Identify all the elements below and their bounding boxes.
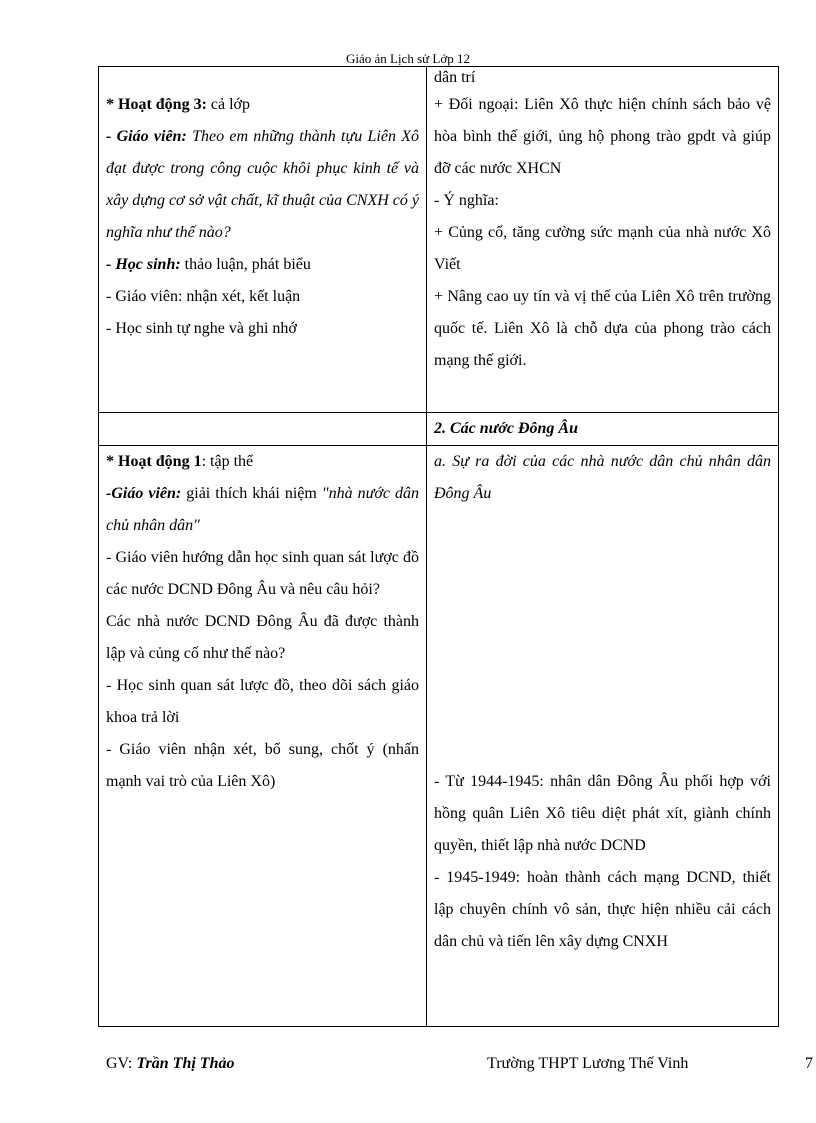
left-cell-empty [99,413,427,446]
subheading: a. Sự ra đời của các nhà nước dân chủ nhân dân Đông Âu [434,453,771,502]
table-row [99,446,779,1027]
teacher-label: - Giáo viên: [106,128,187,145]
activity-label: * Hoạt động 3: [106,96,207,113]
question: Các nhà nước DCND Đông Âu đã được thành lập và củng cố như thế nào? [106,613,419,662]
right-cell [427,446,779,1027]
teacher-explain [106,478,419,542]
teacher-comment: - Giáo viên nhận xét, bổ sung, chốt ý (nhấn mạnh vai trò của Liên Xô) [106,741,419,790]
table-row [99,413,779,446]
footer-teacher-label: GV: [106,1055,137,1072]
teacher-explain-text: giải thích khái niệm [181,485,322,502]
student-label: - Học sinh: [106,256,181,273]
student-text: thảo luận, phát biểu [180,256,311,273]
page-number: 7 [805,1055,813,1072]
meaning-1: + Củng cố, tăng cường sức mạnh của nhà nước Xô Viết [434,224,771,273]
point-1: - Từ 1944-1945: nhân dân Đông Âu phối hợp với hồng quân Liên Xô tiêu diệt phát xít, giành chính quyền, thiết lập nhà nước DCND [434,773,771,854]
right-cell [427,67,779,413]
activity-label: * Hoạt động 1 [106,453,202,470]
meaning-label: - Ý nghĩa: [434,192,499,209]
activity-line [106,89,419,121]
teacher-question [106,121,419,249]
student-memorize: - Học sinh tự nghe và ghi nhớ [106,320,297,337]
blank-space [434,510,771,766]
activity-text: cả lớp [206,96,251,113]
left-cell [99,67,427,413]
teacher-quote: "nhà nước dân chủ nhân dân" [106,485,420,534]
activity-line [106,446,419,478]
footer-teacher [106,1053,234,1075]
left-cell [99,446,427,1027]
right-cell [427,413,779,446]
meaning-2: + Nâng cao uy tín và vị thế của Liên Xô trên trường quốc tế. Liên Xô là chỗ dựa của phong trào cách mạng thế giới. [434,288,771,369]
activity-text: : tập thể [201,453,254,470]
teacher-question-text: Theo em những thành tựu Liên Xô đạt được trong công cuộc khôi phục kinh tế và xây dựng cơ sở vật chất, kĩ thuật của CNXH có ý nghĩa như thế nào? [106,128,420,241]
student-answer: - Học sinh quan sát lược đồ, theo dõi sách giáo khoa trả lời [106,677,419,726]
footer-school: Trường THPT Lương Thế Vinh [487,1055,689,1072]
continuation-text: dân trí [434,69,476,86]
lesson-table [98,66,779,1027]
table-row [99,67,779,413]
footer-teacher-name: Trần Thị Thảo [136,1055,235,1072]
point-2: - 1945-1949: hoàn thành cách mạng DCND, thiết lập chuyên chính vô sản, thực hiện nhiều cải cách dân chủ và tiến lên xây dựng CNXH [434,869,771,950]
section-title: 2. Các nước Đông Âu [434,420,578,437]
student-line [106,249,419,281]
page-header: Giáo án Lịch sử Lớp 12 [345,51,471,66]
foreign-policy: + Đối ngoại: Liên Xô thực hiện chính sách bảo vệ hòa bình thế giới, ủng hộ phong trào gpdt và giúp đỡ các nước XHCN [434,96,771,177]
teacher-conclusion: - Giáo viên: nhận xét, kết luận [106,288,301,305]
teacher-guide: - Giáo viên hướng dẫn học sinh quan sát lược đồ các nước DCND Đông Âu và nêu câu hỏi? [106,549,419,598]
teacher-label: -Giáo viên: [106,485,182,502]
